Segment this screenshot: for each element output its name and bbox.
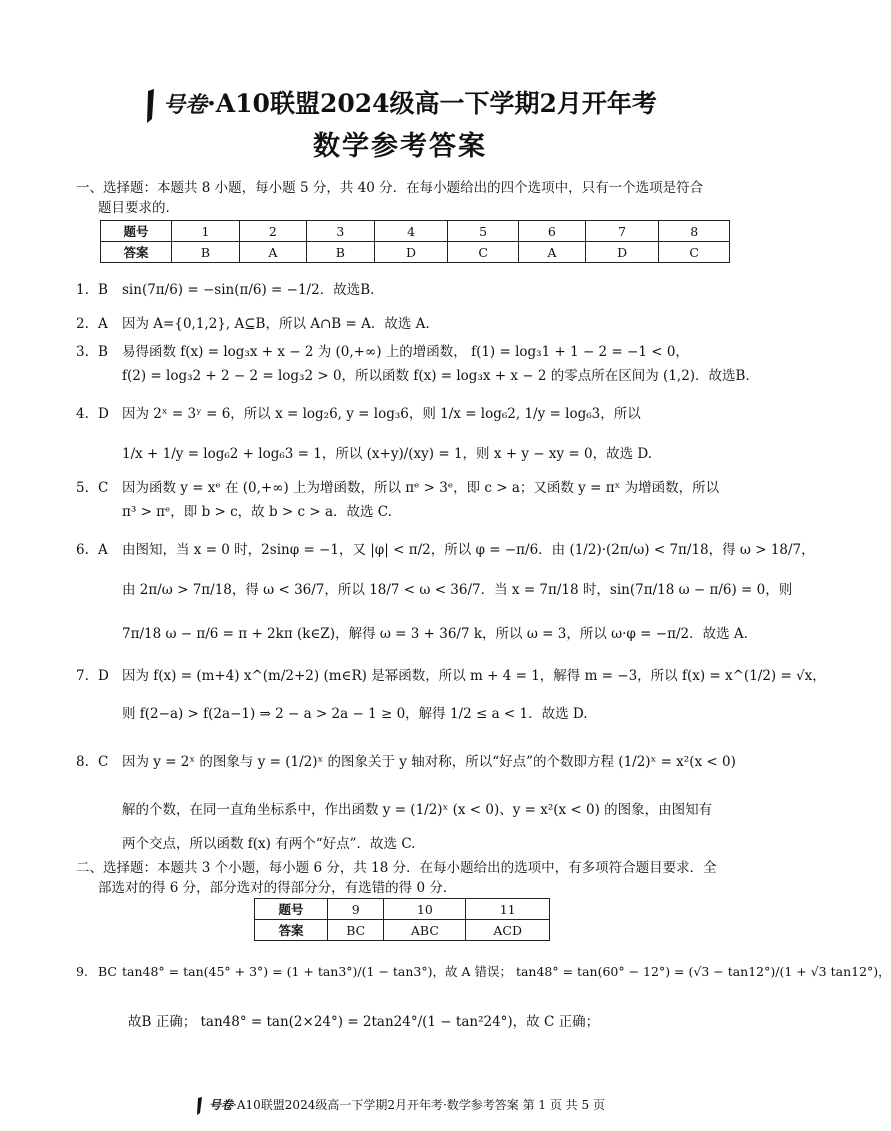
question-answer: B — [98, 344, 108, 360]
table-cell: B — [306, 242, 374, 263]
table-cell: 5 — [448, 221, 519, 242]
solution-text: 因为 A={0,1,2}, A⊆B，所以 A∩B = A．故选 A. — [122, 316, 430, 332]
table-cell: D — [585, 242, 659, 263]
page-footer — [0, 1096, 800, 1115]
solution-text: 因为 2ˣ = 3ʸ = 6，所以 x = log₂6, y = log₃6，则 1/x = log₆2, 1/y = log₆3，所以 — [122, 406, 641, 422]
question-number: 5. — [76, 480, 89, 496]
footer-brand: 号卷 — [209, 1098, 234, 1112]
page-title — [0, 84, 800, 123]
question-answer: A — [98, 542, 108, 558]
brand-logo-icon — [143, 89, 157, 123]
solution-9 — [76, 962, 891, 982]
solution-text: 由图知，当 x = 0 时，2sinφ = −1，又 |φ| < π/2，所以 φ = −π/6．由 (1/2)·(2π/ω) < 7π/18，得 ω > 18/7， — [122, 542, 815, 558]
table-cell: 7 — [585, 221, 659, 242]
answer-table-1 — [100, 220, 730, 263]
solution-2 — [76, 314, 736, 334]
table-cell: 10 — [384, 899, 466, 920]
table-cell: ACD — [466, 920, 550, 941]
brand-name: 号卷 — [163, 92, 208, 118]
solution-text: 易得函数 f(x) = log₃x + x − 2 为 (0,+∞) 上的增函数， f(1) = log₃1 + 1 − 2 = −1 < 0， — [122, 344, 689, 360]
table-cell: 9 — [328, 899, 384, 920]
answer-table-2 — [254, 898, 550, 941]
solution-text: sin(7π/6) = −sin(π/6) = −1/2．故选B． — [122, 282, 384, 298]
table-label: 题号 — [255, 899, 328, 920]
table-cell: 8 — [659, 221, 730, 242]
solution-8-line3: 两个交点，所以函数 f(x) 有两个“好点”．故选 C. — [122, 836, 416, 852]
solution-8-line2: 解的个数，在同一直角坐标系中，作出函数 y = (1/2)ˣ (x < 0)、y = x²(x < 0) 的图象，由图知有 — [122, 802, 713, 818]
footer-logo-icon — [195, 1097, 203, 1115]
question-answer: C — [98, 754, 109, 770]
table-cell: 11 — [466, 899, 550, 920]
table-cell: C — [448, 242, 519, 263]
solution-3-line2: f(2) = log₃2 + 2 − 2 = log₃2 > 0，所以函数 f(x) = log₃x + x − 2 的零点所在区间为 (1,2)．故选B． — [122, 368, 759, 384]
table-cell: ABC — [384, 920, 466, 941]
solution-5 — [76, 478, 736, 498]
solution-text: 因为 y = 2ˣ 的图象与 y = (1/2)ˣ 的图象关于 y 轴对称，所以“好点”的个数即方程 (1/2)ˣ = x²(x < 0) — [122, 754, 736, 770]
table-cell: D — [374, 242, 448, 263]
solution-6-line3: 7π/18 ω − π/6 = π + 2kπ (k∈Z)，解得 ω = 3 + 36/7 k，所以 ω = 3，所以 ω·φ = −π/2．故选 A. — [122, 626, 748, 642]
question-number: 9. — [76, 964, 88, 979]
table-cell: B — [172, 242, 240, 263]
section1-intro — [76, 178, 736, 218]
question-number: 1. — [76, 282, 89, 298]
table-row — [101, 221, 730, 242]
question-answer: D — [98, 406, 109, 422]
question-number: 4. — [76, 406, 89, 422]
table-cell: 2 — [239, 221, 306, 242]
solution-text: 因为函数 y = xᵉ 在 (0,+∞) 上为增函数，所以 πᵉ > 3ᵉ，即 c > a；又函数 y = πˣ 为增函数，所以 — [122, 480, 720, 496]
solution-text: tan48° = tan(45° + 3°) = (1 + tan3°)/(1 − tan3°)，故 A 错误； tan48° = tan(60° − 12°) = (√3 − tan12°)/(1 + √3 tan12°)， — [122, 964, 891, 979]
page-subtitle: 数学参考答案 — [313, 131, 487, 162]
question-answer: A — [98, 316, 108, 332]
question-answer: B — [98, 282, 108, 298]
table-row — [255, 899, 550, 920]
solution-6 — [76, 540, 815, 560]
table-cell: A — [518, 242, 585, 263]
section2-intro-line1: 二、选择题：本题共 3 个小题，每小题 6 分，共 18 分．在每小题给出的选项中，有多项符合题目要求．全 — [76, 860, 717, 876]
solution-4 — [76, 404, 736, 424]
solution-6-line2: 由 2π/ω > 7π/18，得 ω < 36/7，所以 18/7 < ω < 36/7．当 x = 7π/18 时，sin(7π/18 ω − π/6) = 0，则 — [122, 582, 793, 598]
question-number: 2. — [76, 316, 89, 332]
table-cell: 1 — [172, 221, 240, 242]
footer-text: ·A10联盟2024级高一下学期2月开年考·数学参考答案 第 1 页 共 5 页 — [233, 1098, 605, 1112]
section2-intro — [76, 858, 736, 898]
question-number: 6. — [76, 542, 89, 558]
table-label: 题号 — [101, 221, 172, 242]
solution-4-line2: 1/x + 1/y = log₆2 + log₆3 = 1，所以 (x+y)/(xy) = 1，则 x + y − xy = 0，故选 D. — [122, 446, 653, 462]
table-row — [101, 242, 730, 263]
table-cell: BC — [328, 920, 384, 941]
table-cell: 3 — [306, 221, 374, 242]
table-cell: A — [239, 242, 306, 263]
section1-intro-line1: 一、选择题：本题共 8 小题，每小题 5 分，共 40 分．在每小题给出的四个选项中，只有一个选项是符合 — [76, 180, 704, 196]
solution-8 — [76, 752, 736, 772]
question-answer: BC — [98, 964, 117, 979]
section1-intro-line2: 题目要求的． — [98, 200, 179, 216]
solution-9-line2: 故B 正确； tan48° = tan(2×24°) = 2tan24°/(1 − tan²24°)，故 C 正确； — [128, 1014, 600, 1030]
question-number: 7. — [76, 668, 89, 684]
table-label: 答案 — [101, 242, 172, 263]
table-cell: 4 — [374, 221, 448, 242]
solution-3 — [76, 342, 736, 362]
section2-intro-line2: 部选对的得 6 分，部分选对的得部分分，有选错的得 0 分． — [98, 880, 457, 896]
table-cell: C — [659, 242, 730, 263]
question-number: 3. — [76, 344, 89, 360]
table-row — [255, 920, 550, 941]
solution-1 — [76, 280, 736, 300]
solution-5-line2: π³ > πᵉ，即 b > c，故 b > c > a．故选 C. — [122, 504, 392, 520]
solution-text: 因为 f(x) = (m+4) x^(m/2+2) (m∈R) 是幂函数，所以 m + 4 = 1，解得 m = −3，所以 f(x) = x^(1/2) = √x， — [122, 668, 826, 684]
table-cell: 6 — [518, 221, 585, 242]
question-number: 8. — [76, 754, 89, 770]
table-label: 答案 — [255, 920, 328, 941]
question-answer: C — [98, 480, 109, 496]
title-line1: ·A10联盟2024级高一下学期2月开年考 — [207, 89, 657, 118]
solution-7 — [76, 666, 826, 686]
question-answer: D — [98, 668, 109, 684]
solution-7-line2: 则 f(2−a) > f(2a−1) ⇒ 2 − a > 2a − 1 ≥ 0，解得 1/2 ≤ a < 1．故选 D. — [122, 706, 588, 722]
